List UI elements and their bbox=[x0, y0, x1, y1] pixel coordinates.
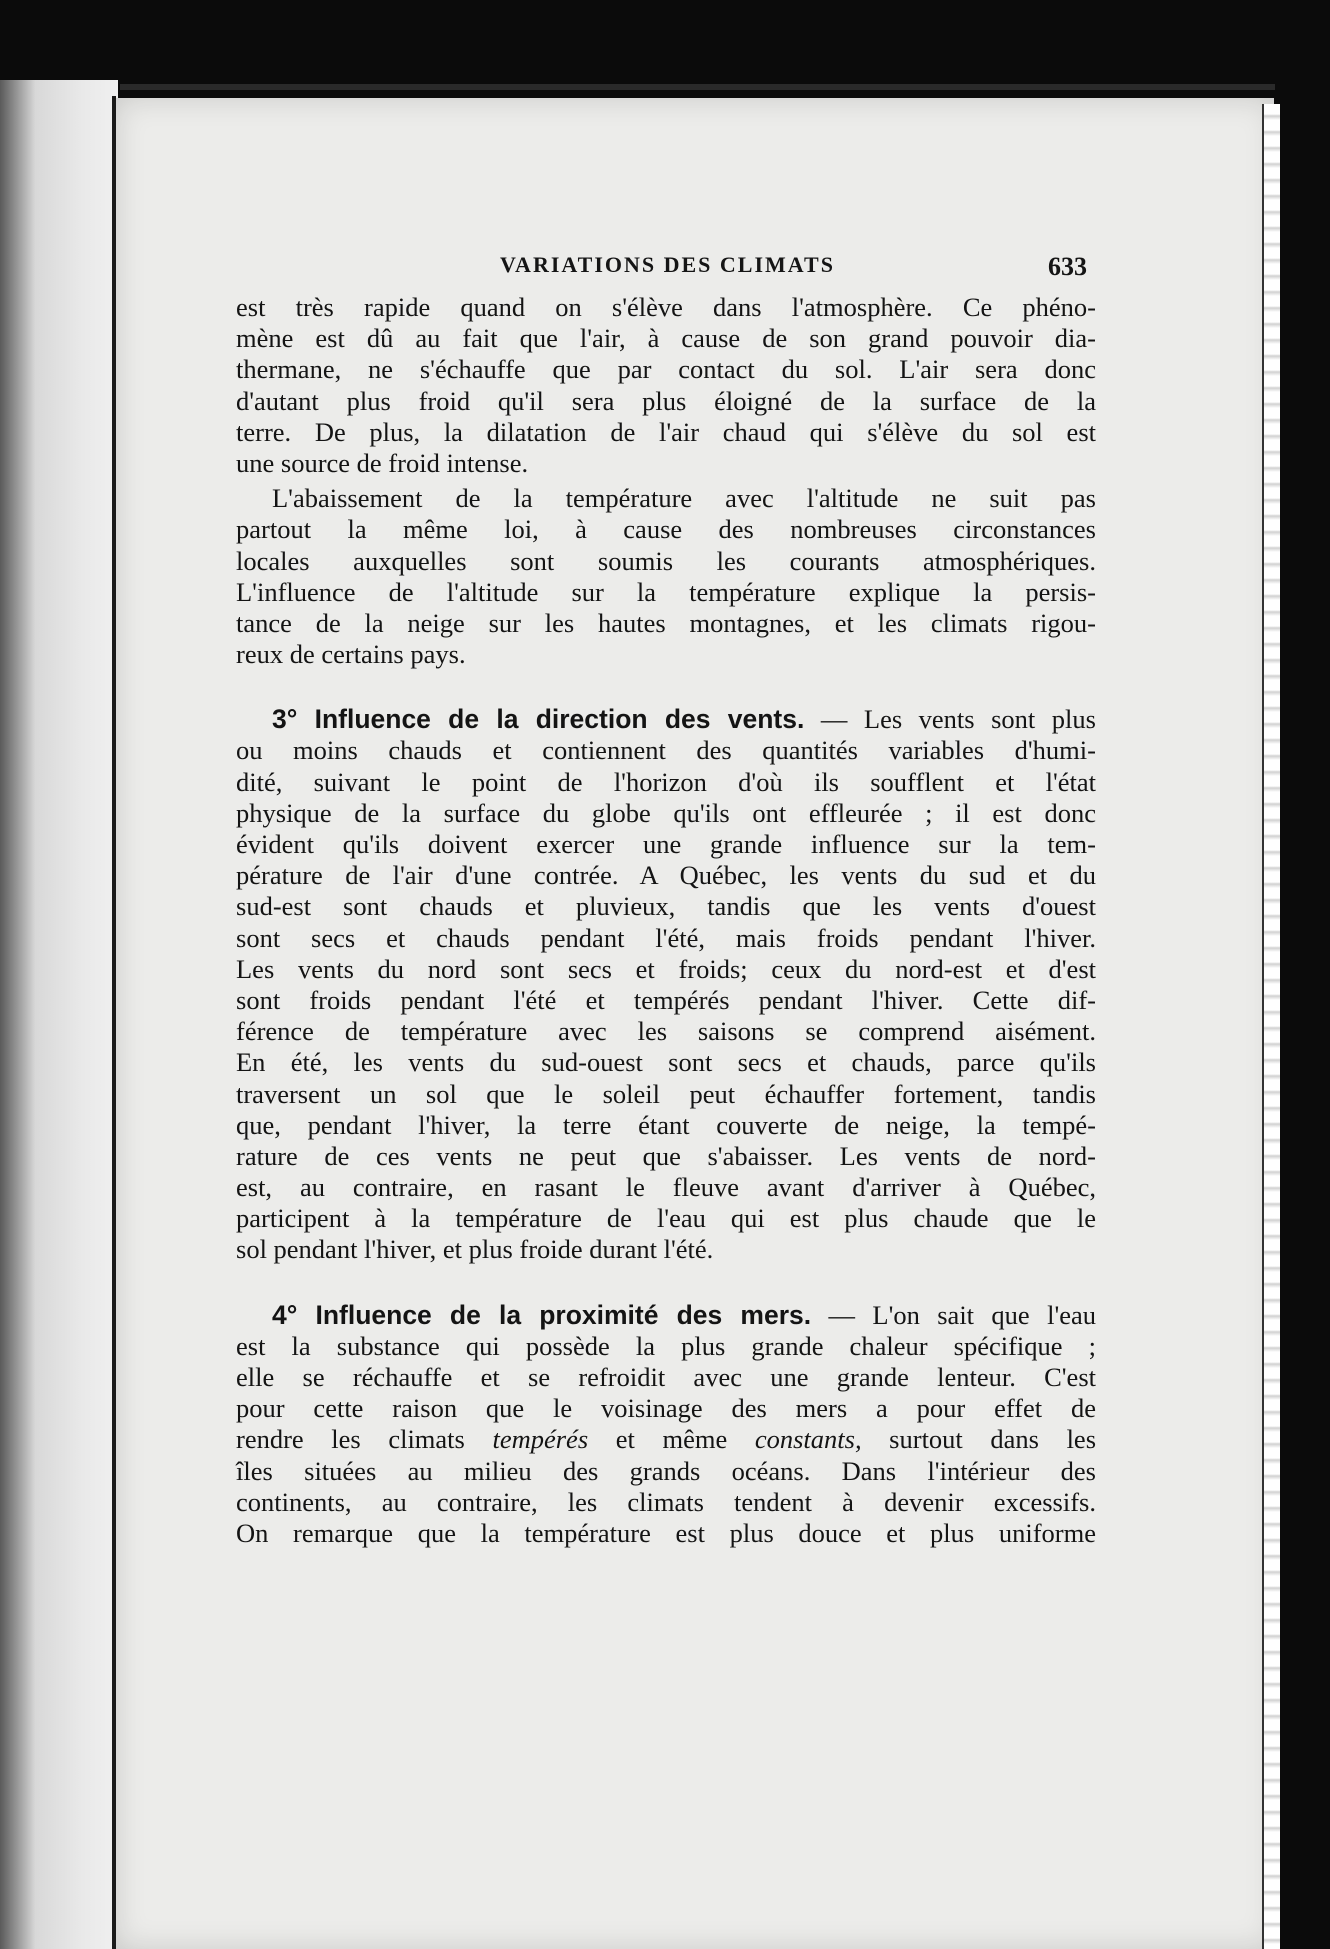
heading-continuation: — L'on sait que l'eau bbox=[811, 1299, 1096, 1330]
text-line: férence de température avec les saisons se comprend aisément. bbox=[236, 1016, 1096, 1047]
text-line: Les vents du nord sont secs et froids; ceux du nord-est et d'est bbox=[236, 953, 1096, 984]
section-heading: 3° Influence de la direction des vents. bbox=[272, 704, 805, 735]
body-text bbox=[236, 292, 1096, 1549]
text-line: rature de ces vents ne peut que s'abaisser. Les vents de nord- bbox=[236, 1140, 1096, 1171]
text-run: et même bbox=[588, 1424, 755, 1455]
text-line: partout la même loi, à cause des nombreuses circonstances bbox=[236, 514, 1096, 545]
text-line: sont froids pendant l'été et tempérés pendant l'hiver. Cette dif- bbox=[236, 984, 1096, 1015]
text-line: L'abaissement de la température avec l'altitude ne suit pas bbox=[272, 483, 1096, 514]
text-line: pour cette raison que le voisinage des mers a pour effet de bbox=[236, 1393, 1096, 1424]
text-line: traversent un sol que le soleil peut échauffer fortement, tandis bbox=[236, 1078, 1096, 1109]
text-line: est, au contraire, en rasant le fleuve avant d'arriver à Québec, bbox=[236, 1172, 1096, 1203]
text-line: terre. De plus, la dilatation de l'air chaud qui s'élève du sol est bbox=[236, 416, 1096, 447]
section-seas bbox=[236, 1300, 1096, 1550]
page-top-border bbox=[120, 84, 1275, 90]
section-heading-line bbox=[236, 1300, 1096, 1331]
page-number: 633 bbox=[1048, 252, 1087, 281]
text-line: tance de la neige sur les hautes montagnes, et les climats rigou- bbox=[236, 607, 1096, 638]
paragraph-abaissement bbox=[236, 483, 1096, 670]
section-winds bbox=[236, 704, 1096, 1265]
text-line: reux de certains pays. bbox=[236, 639, 466, 670]
text-run: surtout dans les bbox=[861, 1424, 1097, 1455]
running-head: VARIATIONS DES CLIMATS bbox=[500, 252, 835, 277]
heading-continuation: — Les vents sont plus bbox=[804, 704, 1096, 735]
text-run: rendre les climats bbox=[236, 1424, 493, 1455]
text-line: mène est dû au fait que l'air, à cause de son grand pouvoir dia- bbox=[236, 323, 1096, 354]
italic-term: tempérés bbox=[492, 1424, 589, 1455]
paragraph-altitude bbox=[236, 292, 1096, 479]
text-line: On remarque que la température est plus douce et plus uniforme bbox=[236, 1517, 1096, 1548]
text-line: sud-est sont chauds et pluvieux, tandis que les vents d'ouest bbox=[236, 891, 1096, 922]
text-line: continents, au contraire, les climats tendent à devenir excessifs. bbox=[236, 1486, 1096, 1517]
book-binding-edge bbox=[0, 80, 118, 1949]
text-line: d'autant plus froid qu'il sera plus éloigné de la surface de la bbox=[236, 385, 1096, 416]
text-line: thermane, ne s'échauffe que par contact du sol. L'air sera donc bbox=[236, 354, 1096, 385]
text-line: sol pendant l'hiver, et plus froide durant l'été. bbox=[236, 1234, 714, 1265]
text-line: pérature de l'air d'une contrée. A Québec, les vents du sud et du bbox=[236, 860, 1096, 891]
text-line: îles situées au milieu des grands océans. Dans l'intérieur des bbox=[236, 1455, 1096, 1486]
text-line: En été, les vents du sud-ouest sont secs et chauds, parce qu'ils bbox=[236, 1047, 1096, 1078]
text-line: elle se réchauffe et se refroidit avec une grande lenteur. C'est bbox=[236, 1362, 1096, 1392]
text-line: locales auxquelles sont soumis les courants atmosphériques. bbox=[236, 545, 1096, 576]
text-line: sont secs et chauds pendant l'été, mais froids pendant l'hiver. bbox=[236, 922, 1096, 953]
text-line: que, pendant l'hiver, la terre étant couverte de neige, la tempé- bbox=[236, 1109, 1096, 1140]
text-line: est la substance qui possède la plus grande chaleur spécifique ; bbox=[236, 1330, 1096, 1361]
italic-term: constants, bbox=[754, 1424, 862, 1455]
text-line: ou moins chauds et contiennent des quantités variables d'humi- bbox=[236, 735, 1096, 766]
text-line: une source de froid intense. bbox=[236, 447, 529, 478]
text-line-with-italics bbox=[236, 1424, 1096, 1455]
text-line: L'influence de l'altitude sur la température explique la persis- bbox=[236, 576, 1096, 607]
text-line: participent à la température de l'eau qui est plus chaude que le bbox=[236, 1203, 1096, 1234]
text-line: dité, suivant le point de l'horizon d'où ils soufflent et l'état bbox=[236, 766, 1096, 797]
section-heading: 4° Influence de la proximité des mers. bbox=[272, 1299, 812, 1330]
section-heading-line bbox=[236, 704, 1096, 735]
text-line: évident qu'ils doivent exercer une grande influence sur la tem- bbox=[236, 829, 1096, 859]
page-stack-edge bbox=[1262, 104, 1280, 1949]
text-line: est très rapide quand on s'élève dans l'atmosphère. Ce phéno- bbox=[236, 292, 1096, 322]
text-line: physique de la surface du globe qu'ils ont effleurée ; il est donc bbox=[236, 797, 1096, 828]
